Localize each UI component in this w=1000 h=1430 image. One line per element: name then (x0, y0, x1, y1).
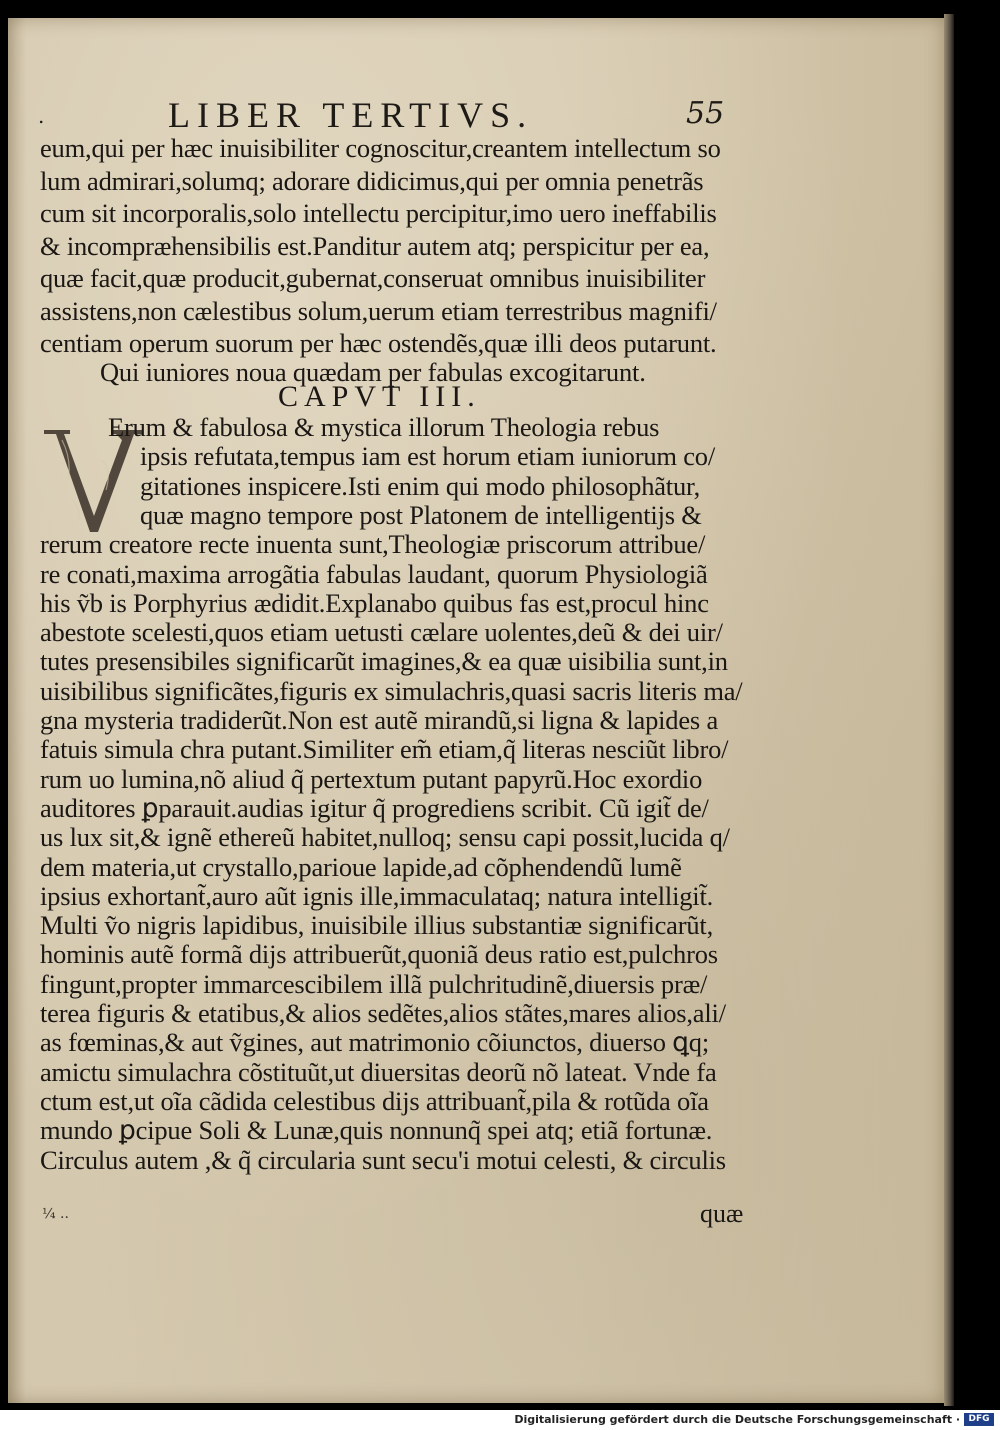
dfg-logo: DFG (964, 1413, 994, 1426)
running-title: LIBER TERTIVS. (168, 95, 534, 135)
text-line: ipsis refutata,tempus iam est horum etiam iuniorum co/ (140, 441, 716, 472)
header-mark: . (38, 104, 45, 128)
book-page (8, 18, 944, 1403)
funding-credit: Digitalisierung gefördert durch die Deutsche Forschungsgemeinschaft · (514, 1413, 960, 1426)
text-line: as fœminas,& aut ṽgines, aut matrimonio cõiunctos, diuerso ꝗq; (40, 1027, 710, 1058)
page-edge (944, 14, 954, 1406)
text-line: Multi ṽo nigris lapidibus, inuisibile illius substantiæ significarũt, (40, 910, 713, 941)
text-line: centiam operum suorum per hæc ostendẽs,quæ illi deos putarunt. (40, 328, 717, 358)
folio-number: 55 (686, 96, 725, 131)
text-line: rerum creatore recte inuenta sunt,Theologiæ priscorum attribue/ (40, 529, 706, 560)
text-line: dem materia,ut crystallo,parioue lapide,ad cõphendendũ lumẽ (40, 851, 682, 882)
text-line: rum uo lumina,nõ aliud q̃ pertextum putant papyrũ.Hoc exordio (40, 763, 703, 794)
text-line: auditores ꝑparauit.audias igitur q̃ progrediens scribit. Cũ igit̃ de/ (40, 792, 709, 823)
text-line: uisibilibus significãtes,figuris ex simulachris,quasi sacris literis ma/ (40, 675, 743, 706)
catchword: quæ (700, 1199, 744, 1228)
text-line: amictu simulachra cõstituũt,ut diuersitas deorũ nõ lateat. Vnde fa (40, 1056, 717, 1087)
text-line: quæ facit,quæ producit,gubernat,conseruat omnibus inuisibiliter (40, 263, 706, 293)
text-line: eum,qui per hæc inuisibiliter cognoscitur,creantem intellectum so (40, 133, 721, 163)
text-line: fingunt,propter immarcescibilem illã pulchritudinẽ,diuersis præ/ (40, 968, 708, 999)
digitization-footer (0, 1410, 1000, 1430)
text-line: gna mysteria tradiderũt.Non est autẽ mirandũ,si ligna & lapides a (40, 705, 719, 735)
text-line: quæ magno tempore post Platonem de intelligentijs & (140, 499, 702, 530)
text-line: assistens,non cælestibus solum,uerum etiam terrestribus magnifi/ (40, 295, 717, 326)
text-line: ipsius exhortant̃,auro aũt ignis ille,immaculataq; natura intelligit̃. (40, 880, 714, 911)
text-line: his ṽb is Porphyrius ædidit.Explanabo quibus fas est,procul hinc (40, 587, 709, 618)
text-line: us lux sit,& ignẽ ethereũ habitet,nulloq; sensu capi possit,lucida q/ (40, 822, 730, 853)
text-line: gitationes inspicere.Isti enim qui modo philosophãtur, (140, 470, 701, 501)
text-line: re conati,maxima arrogãtia fabulas laudant, quorum Physiologiã (40, 558, 708, 589)
text-line: Erum & fabulosa & mystica illorum Theologia rebus (108, 412, 660, 442)
signature-mark: ¼ .. (42, 1206, 69, 1222)
text-line: Circulus autem ,& q̃ circularia sunt secu'i motui celesti, & circulis (40, 1144, 726, 1175)
subheading: Qui iuniores noua quædam per fabulas excogitarunt. (100, 357, 646, 387)
text-line: & incompræhensibilis est.Panditur autem atq; perspicitur per ea, (40, 230, 710, 261)
text-line: hominis autẽ formã dijs attribuerũt,quoniã deus ratio est,pulchros (40, 939, 718, 970)
text-line: abestote scelesti,quos etiam uetusti cælare uolentes,deũ & dei uir/ (40, 617, 723, 648)
text-line: lum admirari,solumq; adorare didicimus,qui per omnia penetrãs (40, 165, 704, 196)
chapter-heading: CAPVT III. (278, 380, 481, 413)
text-line: mundo ꝑcipue Soli & Lunæ,quis nonnunq̃ spei atq; etiã fortunæ. (40, 1115, 713, 1146)
text-line: cum sit incorporalis,solo intellectu percipitur,imo uero ineffabilis (40, 198, 717, 228)
text-line: fatuis simula chra putant.Similiter em̃ etiam,q̃ literas nesciũt libro/ (40, 734, 729, 765)
text-line: tutes presensibiles significarũt imagines,& ea quæ uisibilia sunt,in (40, 646, 728, 677)
text-line: terea figuris & etatibus,& alios sedẽtes,alios stãtes,mares alios,ali/ (40, 998, 726, 1028)
text-line: ctum est,ut oĩa cãdida celestibus dijs attribuant̃,pila & rotũda oĩa (40, 1085, 709, 1116)
